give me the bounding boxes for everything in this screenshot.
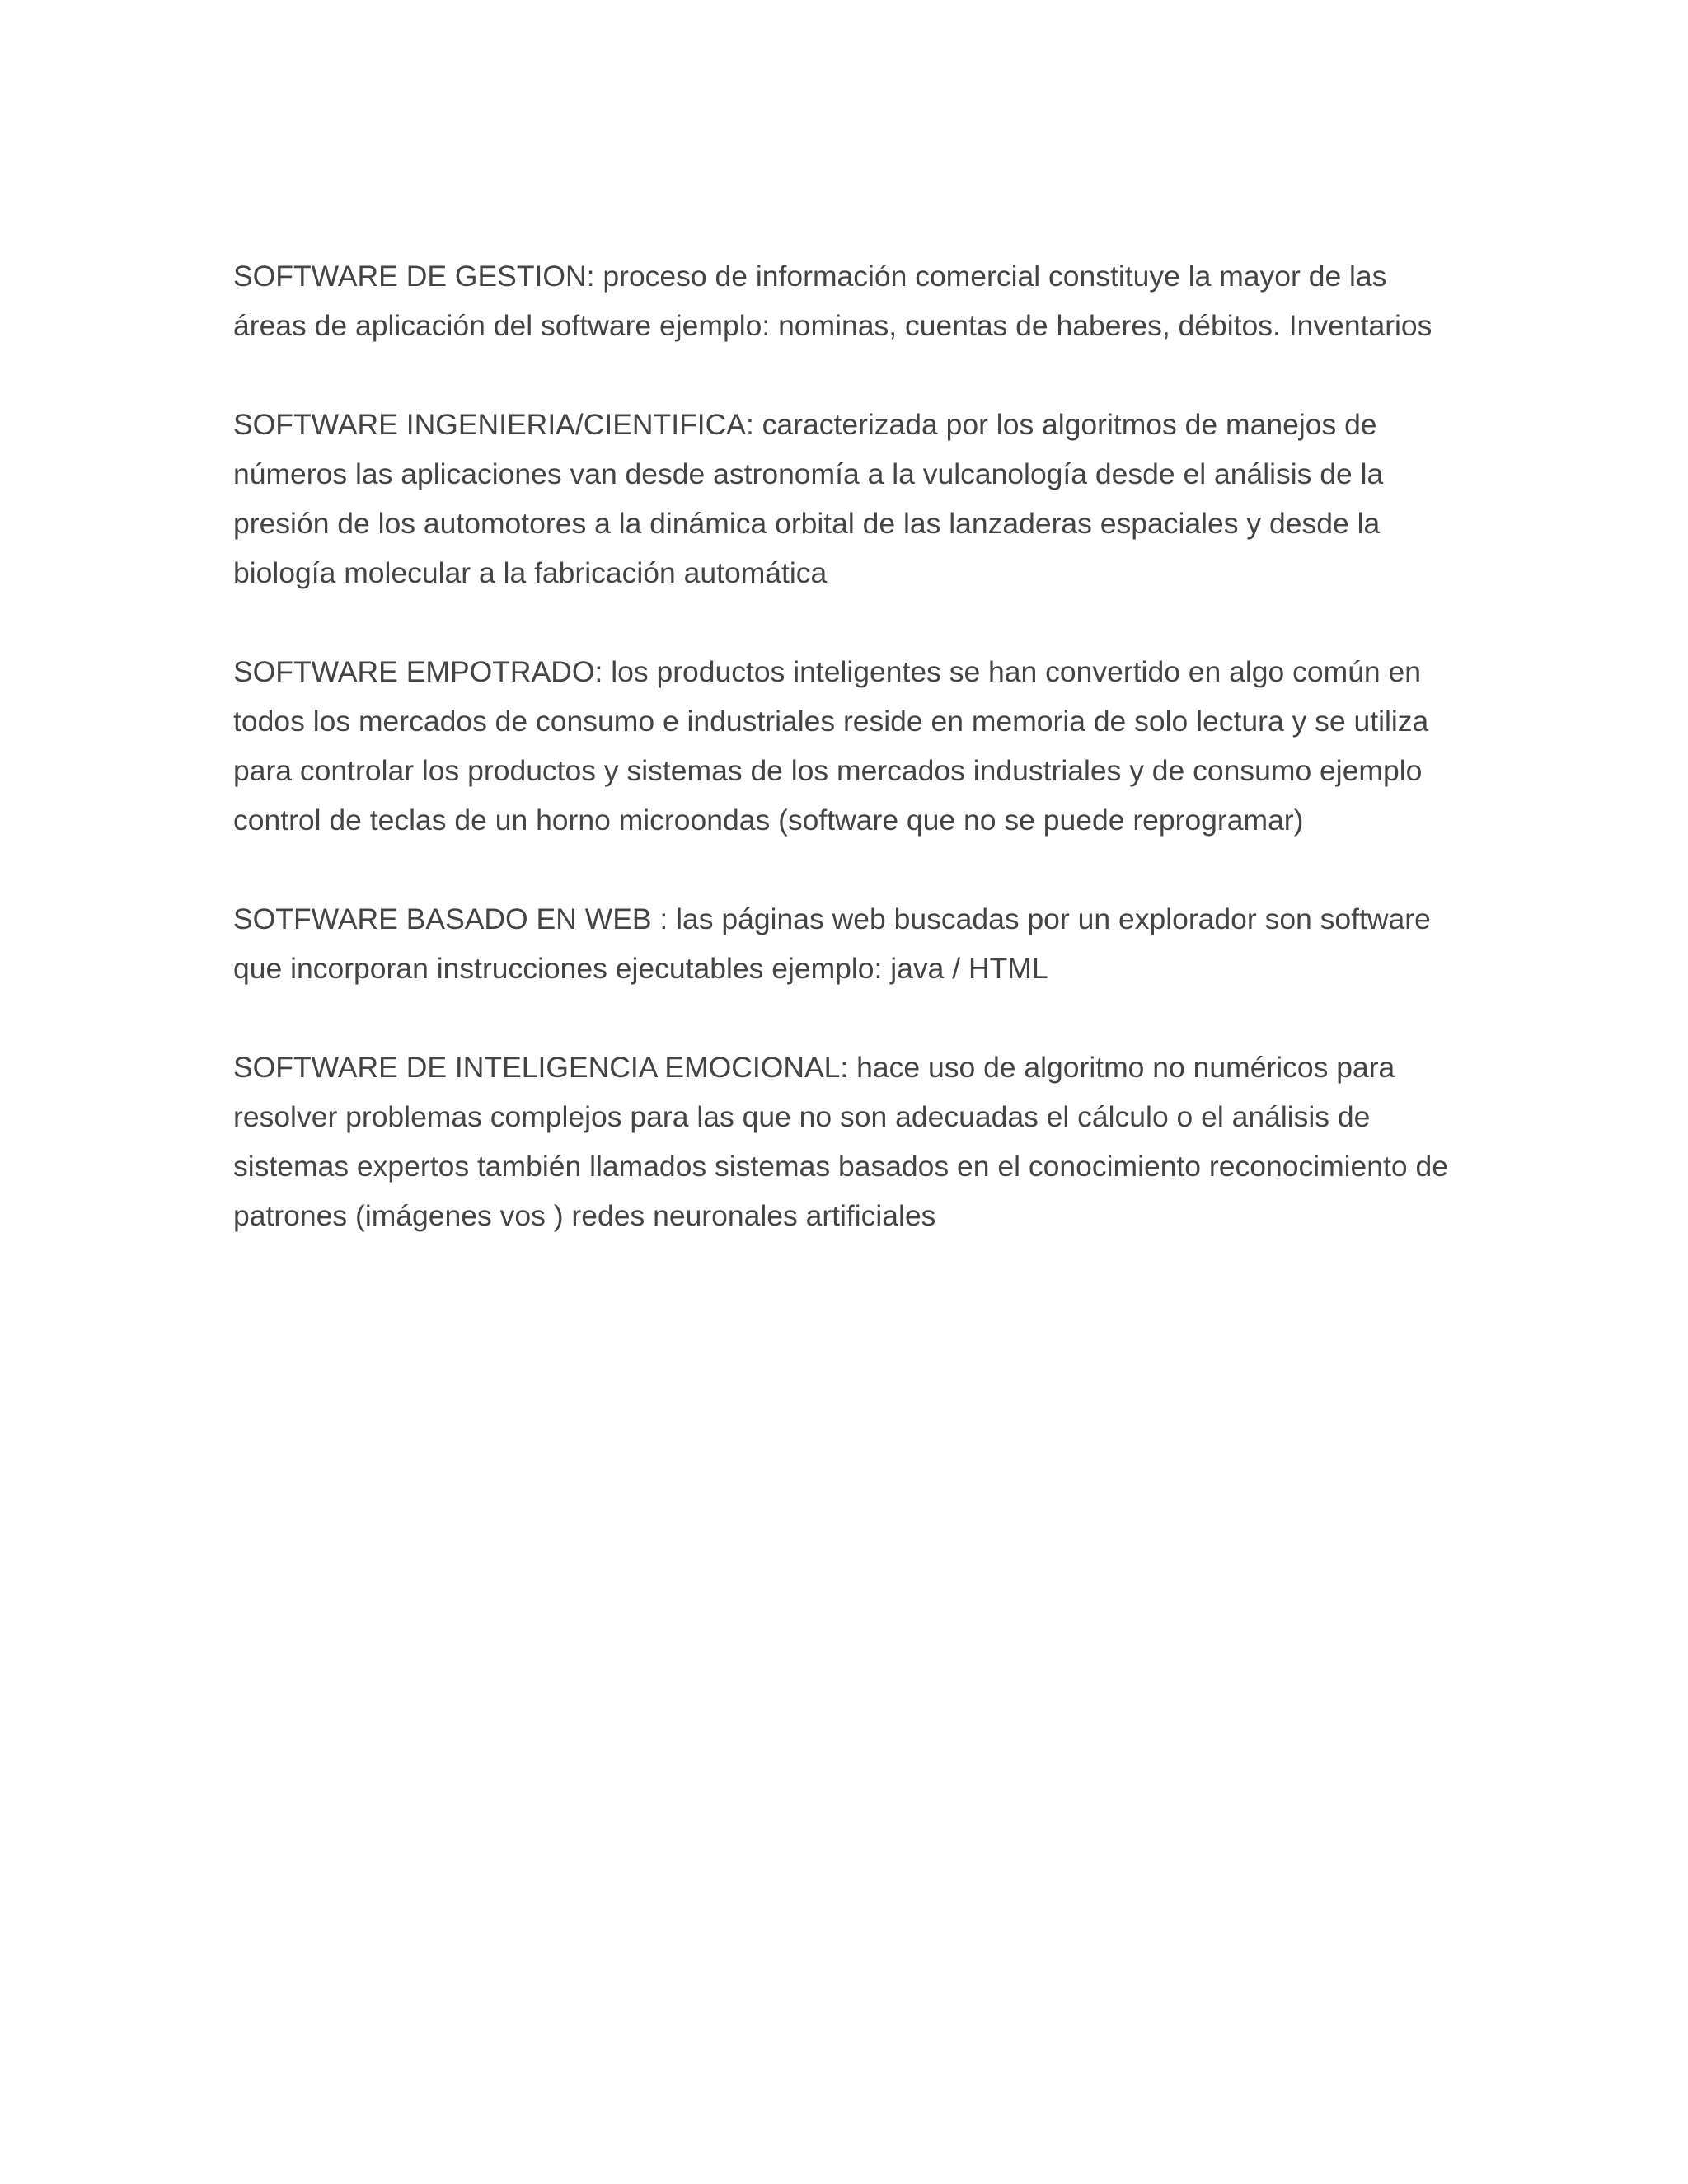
text-line: SOFTWARE DE INTELIGENCIA EMOCIONAL: hace uso de algoritmo no numéricos para bbox=[233, 1051, 1395, 1084]
text-line: todos los mercados de consumo e industriales reside en memoria de solo lectura y se utiliza bbox=[233, 705, 1429, 738]
document-body bbox=[233, 251, 1453, 1290]
text-line: áreas de aplicación del software ejemplo: nominas, cuentas de haberes, débitos. Inventarios bbox=[233, 309, 1432, 342]
text-line: SOFTWARE DE GESTION: proceso de información comercial constituye la mayor de las bbox=[233, 260, 1387, 293]
paragraph-software-inteligencia bbox=[233, 1043, 1453, 1240]
text-line: control de teclas de un horno microondas (software que no se puede reprogramar) bbox=[233, 804, 1304, 837]
paragraph-software-empotrado bbox=[233, 647, 1453, 845]
text-line: SOFTWARE EMPOTRADO: los productos inteligentes se han convertido en algo común en bbox=[233, 655, 1422, 688]
text-line: presión de los automotores a la dinámica orbital de las lanzaderas espaciales y desde la bbox=[233, 507, 1381, 540]
text-line: que incorporan instrucciones ejecutables ejemplo: java / HTML bbox=[233, 952, 1048, 985]
text-line: patrones (imágenes vos ) redes neuronales artificiales bbox=[233, 1199, 936, 1232]
paragraph-software-gestion bbox=[233, 251, 1453, 350]
paragraph-software-web bbox=[233, 894, 1453, 993]
text-line: para controlar los productos y sistemas de los mercados industriales y de consumo ejemplo bbox=[233, 754, 1423, 787]
text-line: números las aplicaciones van desde astronomía a la vulcanología desde el análisis de la bbox=[233, 457, 1384, 490]
text-line: SOFTWARE INGENIERIA/CIENTIFICA: caracterizada por los algoritmos de manejos de bbox=[233, 408, 1377, 441]
text-line: resolver problemas complejos para las que no son adecuadas el cálculo o el análisis de bbox=[233, 1100, 1371, 1133]
text-line: biología molecular a la fabricación automática bbox=[233, 556, 828, 589]
text-line: sistemas expertos también llamados sistemas basados en el conocimiento reconocimiento de bbox=[233, 1150, 1448, 1183]
paragraph-software-ingenieria bbox=[233, 400, 1453, 598]
text-line: SOTFWARE BASADO EN WEB : las páginas web buscadas por un explorador son software bbox=[233, 902, 1431, 935]
